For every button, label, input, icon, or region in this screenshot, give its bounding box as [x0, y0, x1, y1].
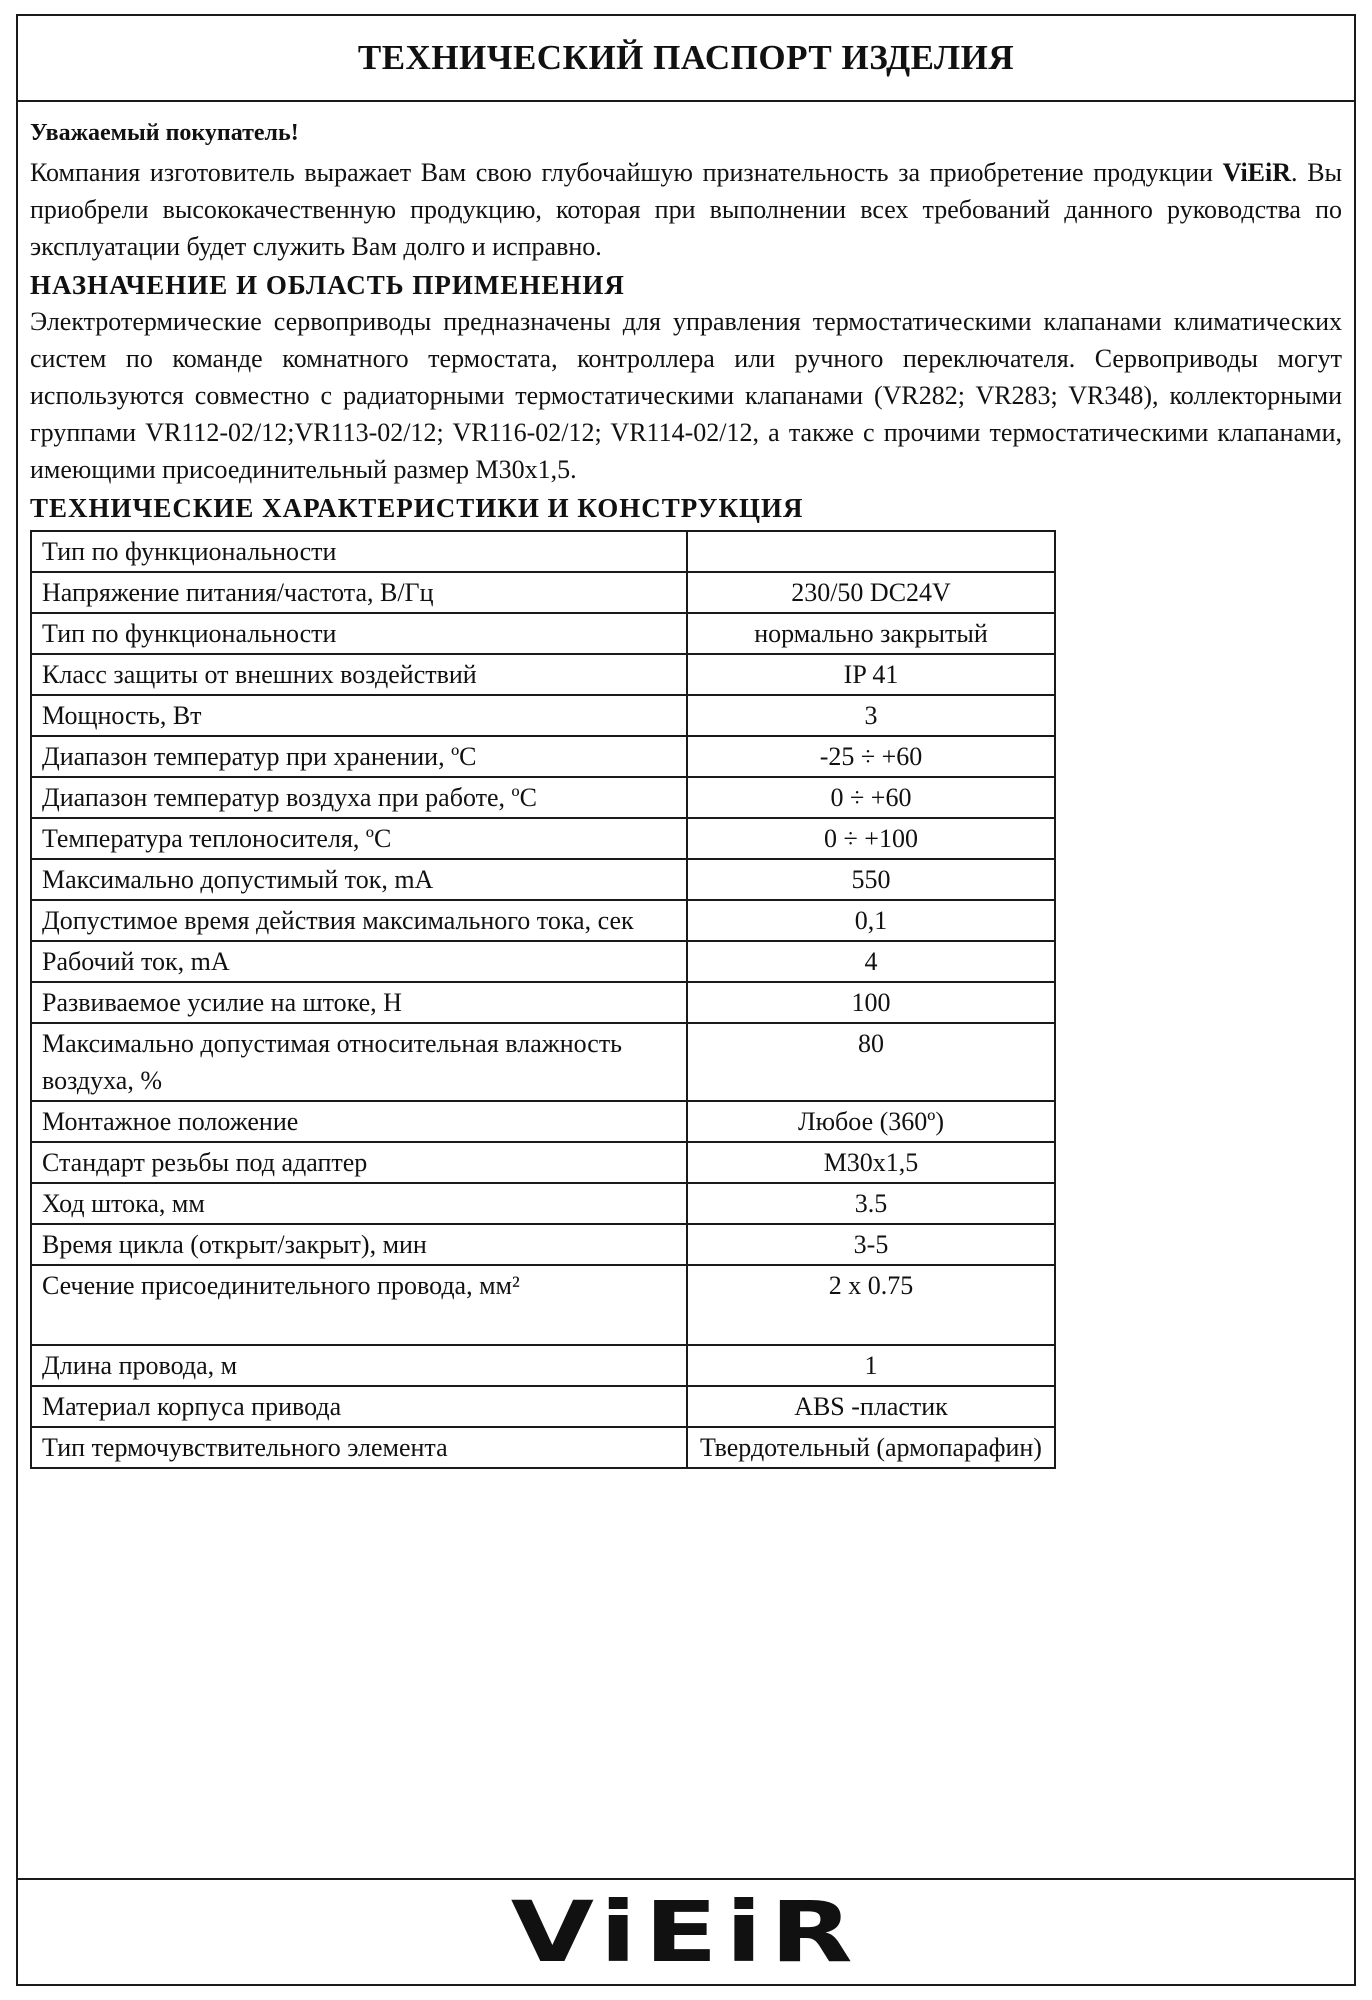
- value-cell: -25 ÷ +60: [687, 736, 1055, 777]
- value-cell: M30x1,5: [687, 1142, 1055, 1183]
- value-cell: Любое (360º): [687, 1101, 1055, 1142]
- value-cell: 0,1: [687, 900, 1055, 941]
- param-cell: Диапазон температур при хранении, ºС: [31, 736, 687, 777]
- param-cell: Монтажное положение: [31, 1101, 687, 1142]
- specs-heading: ТЕХНИЧЕСКИЕ ХАРАКТЕРИСТИКИ И КОНСТРУКЦИЯ: [30, 493, 804, 523]
- table-row: [31, 1427, 1055, 1468]
- param-cell: Мощность, Вт: [31, 695, 687, 736]
- table-row: [31, 613, 1055, 654]
- greeting: Уважаемый покупатель!: [30, 120, 299, 146]
- table-row: [31, 1183, 1055, 1224]
- param-cell: Напряжение питания/частота, В/Гц: [31, 572, 687, 613]
- document-content: [18, 102, 1354, 1469]
- param-cell: Сечение присоединительного провода, мм²: [31, 1265, 687, 1345]
- value-cell: 4: [687, 941, 1055, 982]
- table-row: [31, 654, 1055, 695]
- value-cell: 230/50 DC24V: [687, 572, 1055, 613]
- value-cell: 80: [687, 1023, 1055, 1101]
- value-cell: 3.5: [687, 1183, 1055, 1224]
- table-row: [31, 818, 1055, 859]
- table-row: [31, 572, 1055, 613]
- param-cell: Стандарт резьбы под адаптер: [31, 1142, 687, 1183]
- table-row: [31, 736, 1055, 777]
- page-title: ТЕХНИЧЕСКИЙ ПАСПОРТ ИЗДЕЛИЯ: [357, 38, 1015, 77]
- intro-text-start: Компания изготовитель выражает Вам свою глубочайшую признательность за приобретение продукции: [30, 158, 1223, 187]
- param-cell: Класс защиты от внешних воздействий: [31, 654, 687, 695]
- table-row: [31, 1345, 1055, 1386]
- value-cell: 550: [687, 859, 1055, 900]
- purpose-heading: НАЗНАЧЕНИЕ И ОБЛАСТЬ ПРИМЕНЕНИЯ: [30, 270, 625, 300]
- value-cell: нормально закрытый: [687, 613, 1055, 654]
- param-cell: Максимально допустимая относительная влажность воздуха, %: [31, 1023, 687, 1101]
- intro-text-end: . Вы приобрели высококачественную продукцию, которая при выполнении всех требований данного руководства по эксплуатации будет служить Вам долго и исправно.: [30, 158, 1343, 261]
- value-cell: 0 ÷ +100: [687, 818, 1055, 859]
- table-row: [31, 777, 1055, 818]
- value-cell: 3: [687, 695, 1055, 736]
- table-row: [31, 1101, 1055, 1142]
- table-row: [31, 1142, 1055, 1183]
- table-row: [31, 1023, 1055, 1101]
- footer-bar: [18, 1878, 1354, 1984]
- brand-logo: ViEiR: [511, 1883, 861, 1981]
- param-cell: Время цикла (открыт/закрыт), мин: [31, 1224, 687, 1265]
- document-frame: [16, 14, 1356, 1986]
- table-row: [31, 859, 1055, 900]
- value-cell: [687, 531, 1055, 572]
- param-cell: Диапазон температур воздуха при работе, ºС: [31, 777, 687, 818]
- param-cell: Длина провода, м: [31, 1345, 687, 1386]
- table-row: [31, 900, 1055, 941]
- table-row: [31, 695, 1055, 736]
- value-cell: IP 41: [687, 654, 1055, 695]
- value-cell: 2 x 0.75: [687, 1265, 1055, 1345]
- param-cell: Максимально допустимый ток, mA: [31, 859, 687, 900]
- param-cell: Температура теплоносителя, ºС: [31, 818, 687, 859]
- value-cell: 100: [687, 982, 1055, 1023]
- table-row: [31, 941, 1055, 982]
- param-cell: Рабочий ток, mA: [31, 941, 687, 982]
- table-row: [31, 982, 1055, 1023]
- intro-brand: ViEiR: [1222, 158, 1292, 187]
- param-cell: Материал корпуса привода: [31, 1386, 687, 1427]
- value-cell: ABS -пластик: [687, 1386, 1055, 1427]
- title-bar: [18, 16, 1354, 102]
- specs-table: [30, 530, 1056, 1469]
- table-row: [31, 1265, 1055, 1345]
- param-cell: Тип по функциональности: [31, 531, 687, 572]
- intro-paragraph: [30, 154, 1342, 265]
- value-cell: 1: [687, 1345, 1055, 1386]
- param-cell: Тип по функциональности: [31, 613, 687, 654]
- purpose-paragraph: Электротермические сервоприводы предназначены для управления термостатическими клапанами климатических систем по команде комнатного термостата, контроллера или ручного переключателя. Сервоприводы могут используются совместно с радиаторными термостатическими клапанами (VR282; VR283; VR348), коллекторными группами VR112-02/12;VR113-02/12; VR116-02/12; VR114-02/12, а также с прочими термостатическими клапанами, имеющими присоединительный размер M30x1,5.: [30, 307, 1342, 484]
- table-row: [31, 1224, 1055, 1265]
- table-row: [31, 531, 1055, 572]
- param-cell: Ход штока, мм: [31, 1183, 687, 1224]
- param-cell: Допустимое время действия максимального тока, сек: [31, 900, 687, 941]
- table-row: [31, 1386, 1055, 1427]
- param-cell: Тип термочувствительного элемента: [31, 1427, 687, 1468]
- value-cell: Твердотельный (армопарафин): [687, 1427, 1055, 1468]
- value-cell: 3-5: [687, 1224, 1055, 1265]
- value-cell: 0 ÷ +60: [687, 777, 1055, 818]
- param-cell: Развиваемое усилие на штоке, Н: [31, 982, 687, 1023]
